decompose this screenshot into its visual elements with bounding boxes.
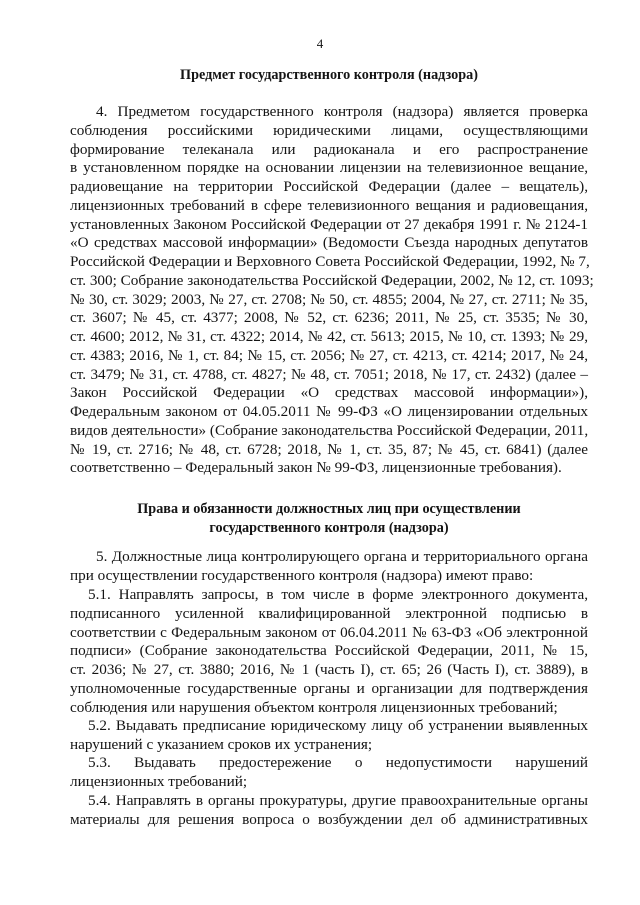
paragraph-5 [70, 548, 588, 586]
text-line: радиовещание на территории Российской Федерации (далее – вещатель), [70, 178, 588, 195]
text-line: № 30, ст. 3029; 2003, № 27, ст. 2708; № 50, ст. 4855; 2004, № 27, ст. 2711; № 35, [70, 290, 588, 308]
paragraph-5-3 [70, 754, 588, 792]
text-line: ст. 4600; 2012, № 31, ст. 4322; 2014, № 42, ст. 5613; 2015, № 10, ст. 1393; № 29, [70, 328, 588, 345]
page-number: 4 [316, 36, 324, 51]
text-line: подписи» (Собрание законодательства Российской Федерации, 2011, № 15, [70, 642, 588, 660]
text-line: Российской Федерации и Верховного Совета Российской Федерации, 1992, № 7, [70, 253, 590, 270]
text-line: ст. 3479; № 31, ст. 4788, ст. 4827; № 48, ст. 7051; 2018, № 17, ст. 2432) (далее – [70, 365, 588, 383]
text-line: материалы для решения вопроса о возбуждении дел об административных [70, 810, 588, 828]
text-line: 5.1. Направлять запросы, в том числе в форме электронного документа, [88, 586, 588, 603]
text-line: Закон Российской Федерации «О средствах массовой информации»), [70, 384, 588, 402]
heading-line: государственного контроля (надзора) [209, 519, 449, 536]
text-line: соблюдения или нарушения объектом контроля лицензионных требований; [70, 698, 558, 716]
text-line: 5. Должностные лица контролирующего органа и территориального органа [96, 548, 588, 565]
paragraph-5-4 [70, 792, 588, 830]
text-line: нарушений с указанием сроков их устранения; [70, 735, 373, 753]
text-line: 5.2. Выдавать предписание юридическому лицу об устранении выявленных [88, 717, 588, 734]
paragraph-4 [70, 103, 594, 478]
text-line: 5.4. Направлять в органы прокуратуры, другие правоохранительные органы [88, 792, 588, 809]
text-line: соответствии с Федеральным законом от 06.04.2011 № 63-ФЗ «Об электронной [70, 623, 588, 641]
text-line: ст. 300; Собрание законодательства Российской Федерации, 2002, № 12, ст. 1093; [70, 271, 594, 289]
section-heading-rights [70, 500, 588, 537]
text-line: уполномоченные государственные органы и организации для подтверждения [70, 679, 588, 697]
text-line: в установленном порядке на основании лицензии на телевизионное вещание, [70, 159, 588, 177]
paragraph-5-1 [70, 586, 588, 717]
text-line: соблюдения российскими юридическими лицами, осуществляющими [70, 121, 588, 139]
text-line: установленных Законом Российской Федерации от 27 декабря 1991 г. № 2124-1 [70, 215, 588, 233]
text-line: 4. Предметом государственного контроля (надзора) является проверка [96, 103, 588, 120]
text-line: соответственно – Федеральный закон № 99-ФЗ, лицензионные требования). [70, 459, 562, 477]
text-line: подписанного усиленной квалифицированной электронной подписью в [70, 604, 588, 622]
text-line: видов деятельности» (Собрание законодательства Российской Федерации, 2011, [70, 421, 589, 439]
text-line: ст. 3607; № 45, ст. 4377; 2008, № 52, ст. 6236; 2011, № 25, ст. 3535; № 30, [70, 309, 588, 327]
paragraph-5-2 [70, 717, 588, 755]
text-line: ст. 2036; № 27, ст. 3880; 2016, № 1 (часть I), ст. 65; 26 (Часть I), ст. 3889), в [70, 661, 588, 678]
text-line: 5.3. Выдавать предостережение о недопустимости нарушений [88, 754, 588, 771]
text-line: Федеральным законом от 04.05.2011 № 99-ФЗ «О лицензировании отдельных [70, 403, 588, 420]
text-line: формирование телеканала или радиоканала и его распространение [70, 140, 588, 158]
text-line: «О средствах массовой информации» (Ведомости Съезда народных депутатов [70, 234, 588, 252]
text-line: лицензионных требований; [70, 772, 248, 790]
heading-line: Права и обязанности должностных лиц при осуществлении [137, 501, 521, 517]
section-heading-subject: Предмет государственного контроля (надзора) [180, 67, 478, 83]
text-line: № 19, ст. 2716; № 48, ст. 6728; 2018, № 1, ст. 35, 87; № 45, ст. 6841) (далее [70, 440, 588, 458]
text-line: лицензионных требований в сфере телевизионного вещания и радиовещания, [70, 196, 588, 214]
text-line: при осуществлении государственного контроля (надзора) имеют право: [70, 566, 534, 584]
text-line: ст. 4383; 2016, № 1, ст. 84; № 15, ст. 2056; № 27, ст. 4213, ст. 4214; 2017, № 24, [70, 346, 588, 364]
